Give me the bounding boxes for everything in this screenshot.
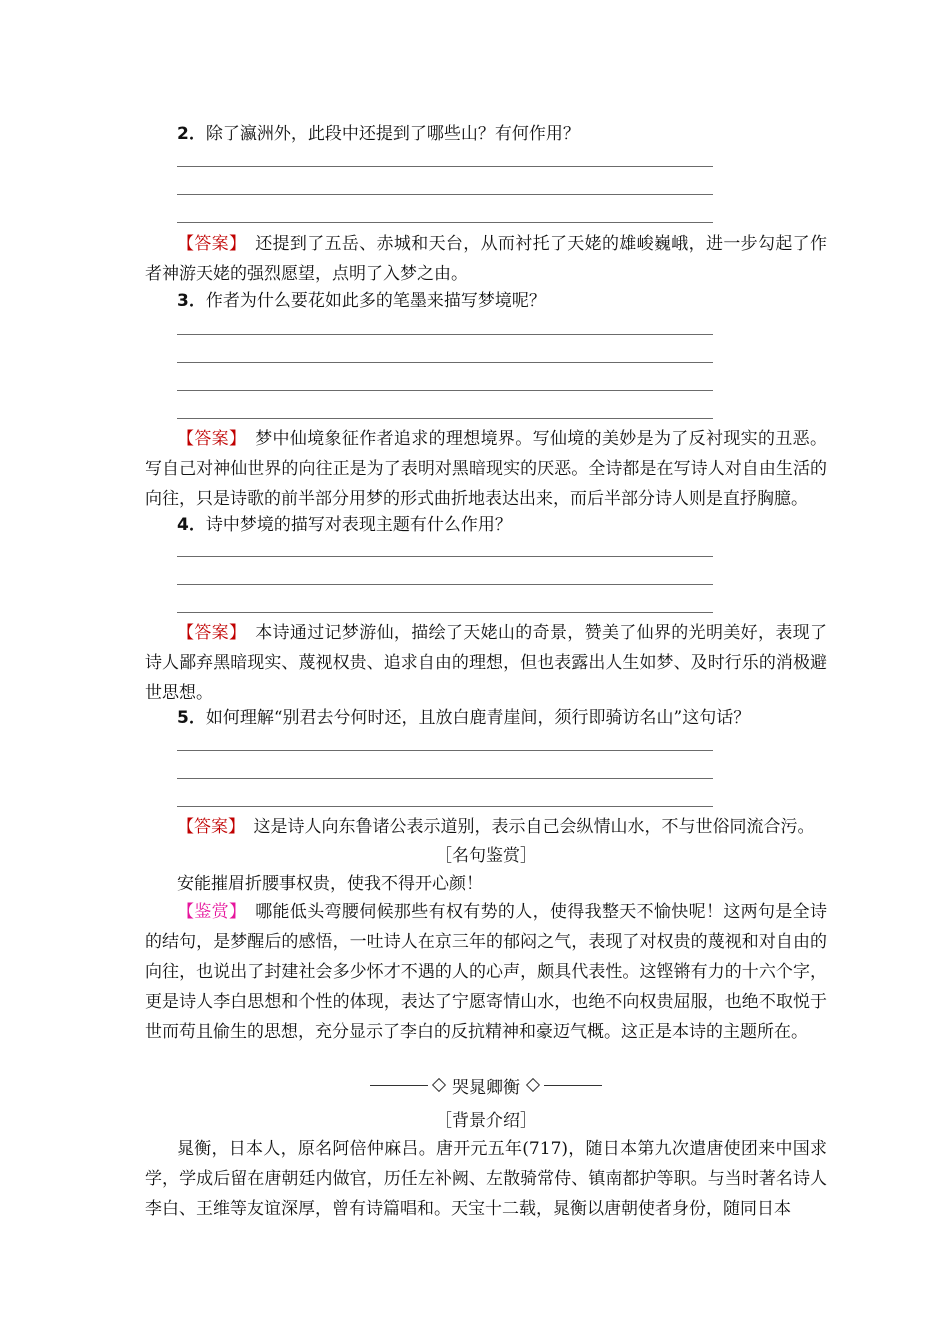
famous-line: 安能摧眉折腰事权贵，使我不得开心颜！ [177, 874, 483, 894]
diamond-icon [432, 1078, 446, 1092]
answer-5 [145, 812, 827, 842]
question-3 [177, 287, 827, 315]
diamond-icon [526, 1078, 540, 1092]
answer-line[interactable] [177, 166, 713, 167]
background-heading: ［背景介绍］ [435, 1111, 537, 1131]
background-text: 晁衡，日本人，原名阿倍仲麻吕。唐开元五年(717)，随日本第九次遣唐使团来中国求学，学成后留在唐朝廷内做官，历任左补阙、左散骑常侍、镇南都护等职。与当时著名诗人李白、王维等友谊深厚，曾有诗篇唱和。天宝十二载，晁衡以唐朝使者身份，随同日本 [145, 1139, 827, 1219]
famous-line-heading: ［名句鉴赏］ [435, 846, 537, 866]
divider-rule-left [370, 1085, 428, 1086]
appreciation [145, 897, 827, 1047]
answer-line[interactable] [177, 612, 713, 613]
answer-line[interactable] [177, 750, 713, 751]
question-text: 如何理解“别君去兮何时还，且放白鹿青崖间，须行即骑访名山”这句话？ [205, 708, 751, 728]
section-title: 哭晁卿衡 [452, 1077, 520, 1098]
question-4 [177, 511, 827, 539]
question-text: 除了瀛洲外，此段中还提到了哪些山？有何作用？ [205, 124, 580, 144]
answer-text: 这是诗人向东鲁诸公表示道别，表示自己会纵情山水，不与世俗同流合污。 [253, 817, 815, 837]
question-number: 4． [177, 515, 206, 535]
question-text: 作者为什么要花如此多的笔墨来描写梦境呢？ [205, 291, 546, 311]
answer-line[interactable] [177, 194, 713, 195]
answer-line[interactable] [177, 222, 713, 223]
answer-line[interactable] [177, 806, 713, 807]
answer-line[interactable] [177, 362, 713, 363]
answer-text: 梦中仙境象征作者追求的理想境界。写仙境的美妙是为了反衬现实的丑恶。写自己对神仙世界的向往正是为了表明对黑暗现实的厌恶。全诗都是在写诗人对自由生活的向往，只是诗歌的前半部分用梦的形式曲折地表达出来，而后半部分诗人则是直抒胸臆。 [145, 429, 828, 509]
appreciation-text: 哪能低头弯腰伺候那些有权有势的人，使得我整天不愉快呢！这两句是全诗的结句，是梦醒后的感悟，一吐诗人在京三年的郁闷之气，表现了对权贵的蔑视和对自由的向往，也说出了封建社会多少怀才不遇的人的心声，颇具代表性。这铿锵有力的十六个字，更是诗人李白思想和个性的体现，表达了宁愿寄情山水，也绝不向权贵屈服，也绝不取悦于世而苟且偷生的思想，充分显示了李白的反抗精神和豪迈气概。这正是本诗的主题所在。 [145, 902, 828, 1042]
question-number: 2． [177, 124, 206, 144]
answer-tag: 【答案】 [177, 817, 237, 837]
divider-rule-right [544, 1085, 602, 1086]
answer-text: 还提到了五岳、赤城和天台，从而衬托了天姥的雄峻巍峨，进一步勾起了作者神游天姥的强烈愿望，点明了入梦之由。 [145, 234, 828, 284]
answer-line[interactable] [177, 556, 713, 557]
question-5 [177, 704, 827, 732]
answer-line[interactable] [177, 390, 713, 391]
answer-line[interactable] [177, 334, 713, 335]
answer-line[interactable] [177, 778, 713, 779]
answer-tag: 【答案】 [177, 234, 238, 254]
question-number: 3． [177, 291, 206, 311]
answer-tag: 【答案】 [177, 429, 238, 449]
question-number: 5． [177, 708, 206, 728]
section-divider [145, 1071, 827, 1099]
question-2 [177, 120, 827, 148]
answer-tag: 【答案】 [177, 623, 238, 643]
appreciation-tag: 【鉴赏】 [177, 902, 238, 922]
answer-2 [145, 229, 827, 289]
question-text: 诗中梦境的描写对表现主题有什么作用？ [205, 515, 512, 535]
answer-4 [145, 618, 827, 708]
answer-3 [145, 424, 827, 514]
answer-line[interactable] [177, 584, 713, 585]
answer-line[interactable] [177, 418, 713, 419]
answer-text: 本诗通过记梦游仙，描绘了天姥山的奇景，赞美了仙界的光明美好，表现了诗人鄙弃黑暗现实、蔑视权贵、追求自由的理想，但也表露出人生如梦、及时行乐的消极避世思想。 [145, 623, 828, 703]
